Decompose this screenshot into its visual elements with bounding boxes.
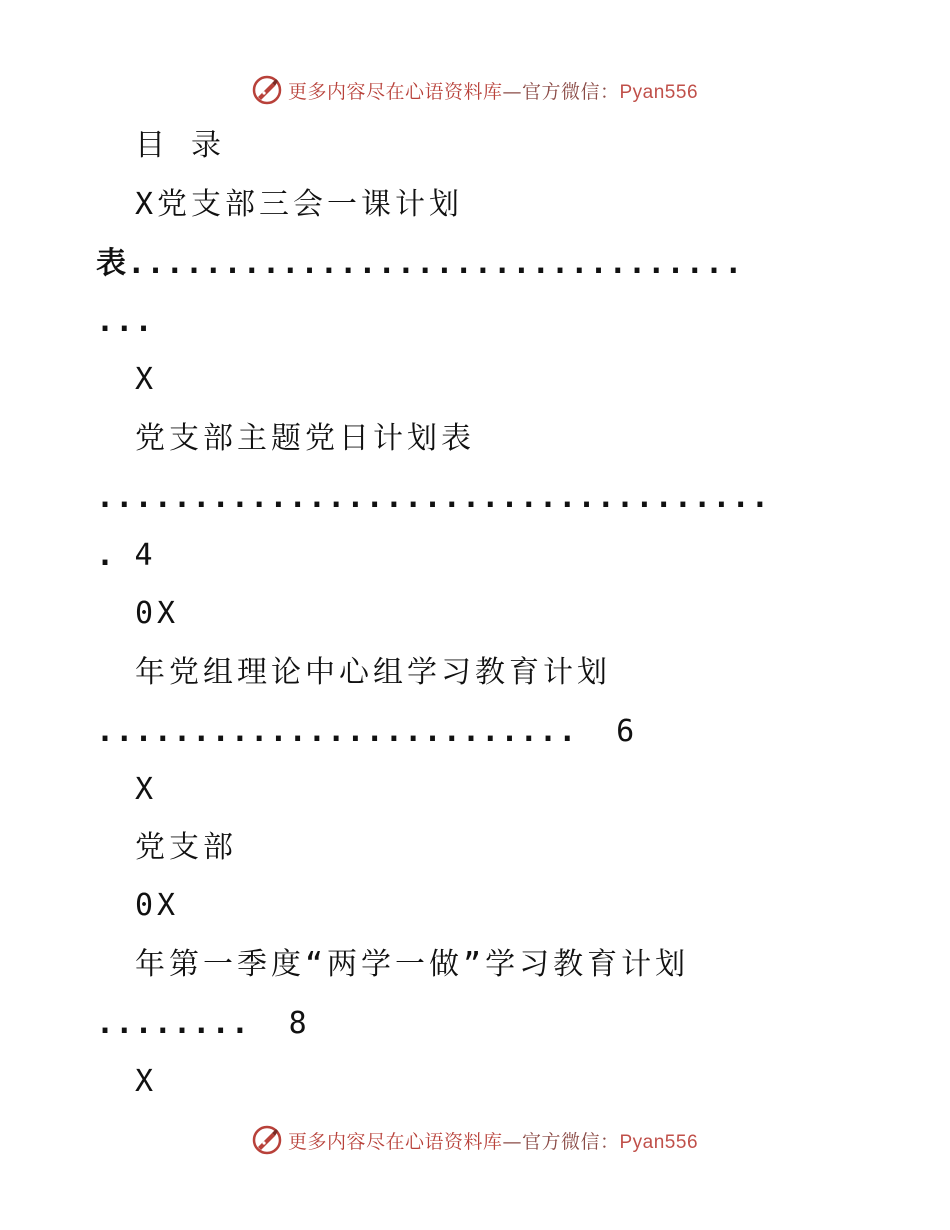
toc-entry-4-org[interactable]: 党支部 [135, 830, 237, 865]
toc-entry-1-leader [96, 244, 744, 284]
toc-entry-5-prefix[interactable]: X [135, 1064, 158, 1099]
pen-logo-icon [252, 75, 282, 105]
toc-entry-4-leader [96, 1004, 307, 1044]
toc-heading: 目 录 [135, 128, 226, 163]
toc-entry-4-dots: ........ [96, 1006, 251, 1041]
toc-entry-2-page-number: 4 [134, 538, 153, 573]
toc-entry-4-prefix[interactable]: X [135, 772, 158, 807]
toc-entry-4-title[interactable]: 年第一季度“两学一做”学习教育计划 [135, 947, 690, 982]
watermark-wechat-id: Pyan556 [619, 81, 699, 103]
toc-entry-3-page-number: 6 [616, 714, 635, 749]
toc-entry-3-title[interactable]: 年党组理论中心组学习教育计划 [135, 655, 611, 690]
header-watermark [0, 70, 950, 110]
toc-entry-2-prefix[interactable]: X [135, 362, 158, 397]
pen-logo-icon [252, 1125, 282, 1155]
watermark-wechat-id: Pyan556 [619, 1131, 699, 1153]
toc-entry-4-year[interactable]: 0X [135, 888, 180, 923]
toc-entry-2-leader-continued [96, 536, 153, 576]
watermark-text [288, 77, 698, 104]
toc-entry-3-prefix[interactable]: 0X [135, 596, 180, 631]
watermark-main-text: 更多内容尽在心语资料库 [287, 80, 503, 103]
footer-watermark [0, 1120, 950, 1160]
watermark-sub-text: —官方微信： [502, 1130, 620, 1153]
toc-entry-2-dot: . [96, 538, 116, 573]
toc-entry-1-tail: 表 [96, 246, 128, 281]
toc-entry-1-dots: ................................ [127, 246, 744, 281]
watermark-main-text: 更多内容尽在心语资料库 [287, 1130, 503, 1153]
toc-entry-3-dots: ......................... [96, 714, 578, 749]
toc-entry-4-page-number: 8 [288, 1006, 307, 1041]
toc-entry-1-title[interactable]: X党支部三会一课计划 [135, 187, 464, 222]
toc-entry-2-title[interactable]: 党支部主题党日计划表 [135, 421, 475, 456]
watermark-text [288, 1127, 698, 1154]
toc-entry-2-leader: ................................... [96, 480, 771, 515]
toc-entry-1-leader-continued: ... [96, 304, 154, 339]
watermark-sub-text: —官方微信： [502, 80, 620, 103]
toc-entry-3-leader [96, 712, 634, 752]
